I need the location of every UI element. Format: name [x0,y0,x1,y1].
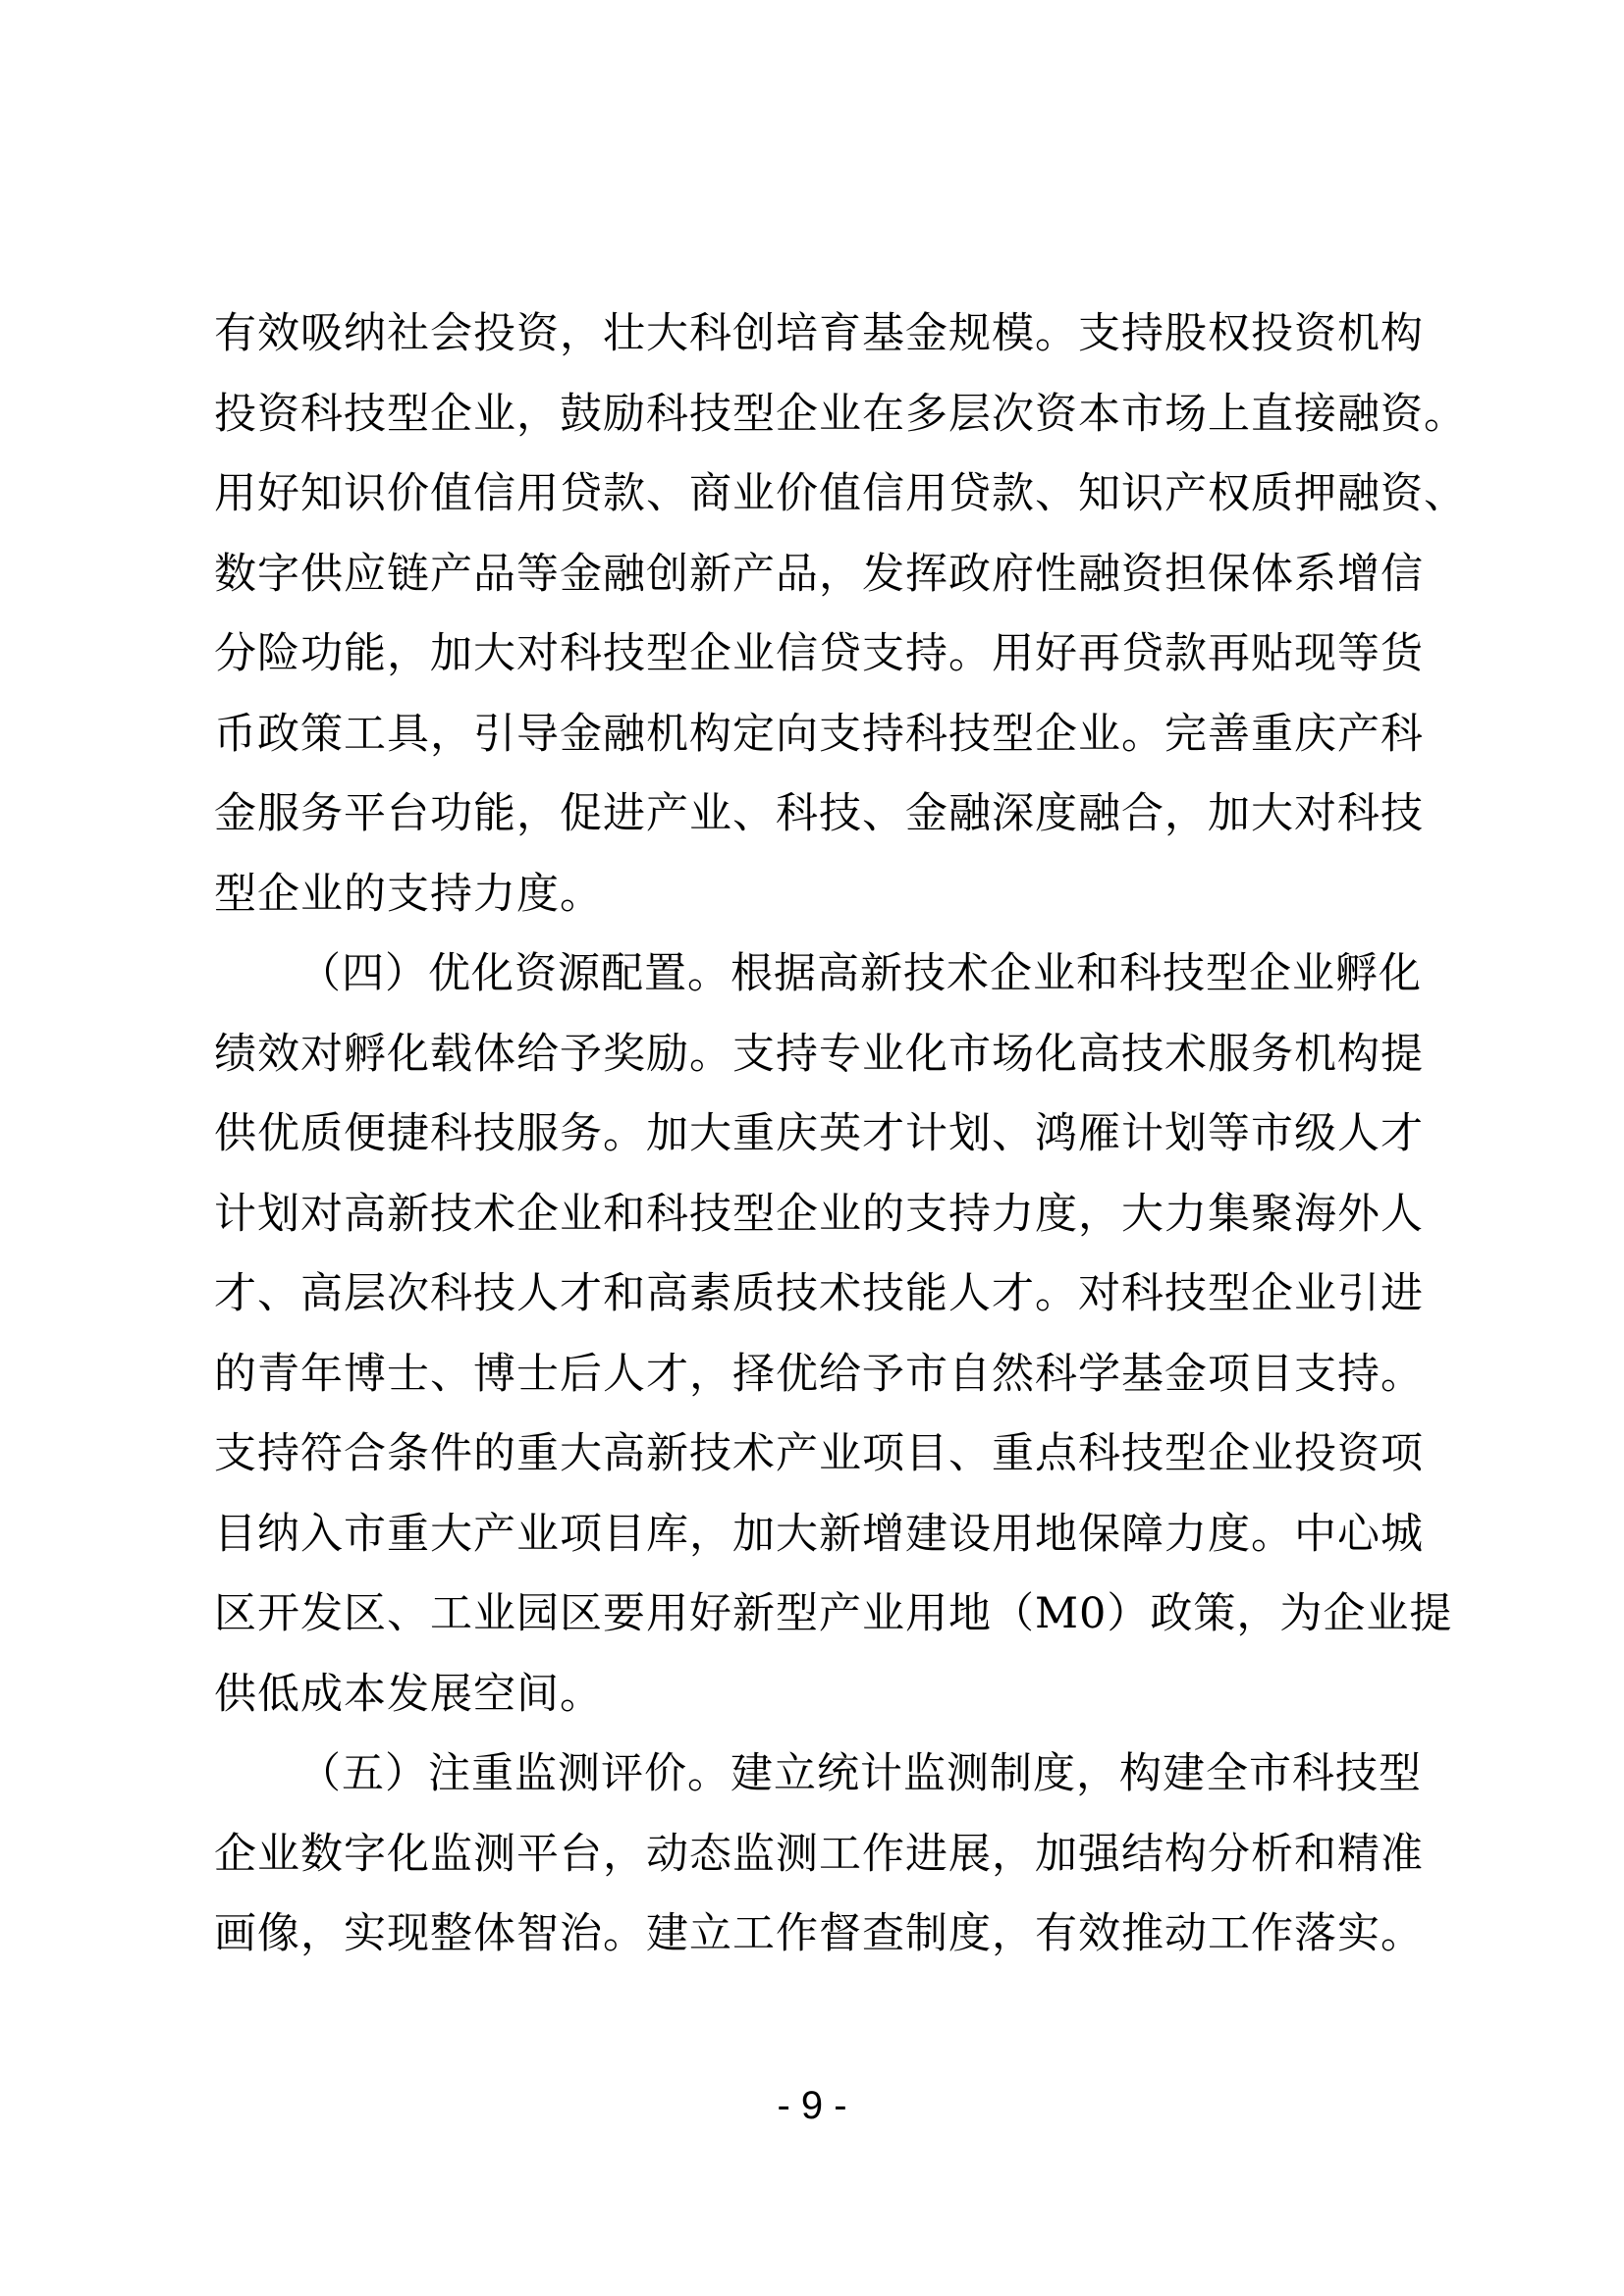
text-line: 区开发区、工业园区要用好新型产业用地（M0）政策，为企业提 [214,1589,1453,1638]
text-line: 数字供应链产品等金融创新产品，发挥政府性融资担保体系增信 [214,549,1424,599]
text-line: 画像，实现整体智治。建立工作督查制度，有效推动工作落实。 [214,1909,1424,1958]
text-line: 才、高层次科技人才和高素质技术技能人才。对科技型企业引进 [214,1269,1424,1318]
text-line: 支持符合条件的重大高新技术产业项目、重点科技型企业投资项 [214,1429,1424,1478]
paragraph-monitoring [214,1735,1422,1975]
text-line: 计划对高新技术企业和科技型企业的支持力度，大力集聚海外人 [214,1189,1424,1239]
text-line: 绩效对孵化载体给予奖励。支持专业化市场化高技术服务机构提 [214,1029,1424,1079]
text-line: 币政策工具，引导金融机构定向支持科技型企业。完善重庆产科 [214,709,1424,759]
paragraph-resource-allocation [214,934,1453,1735]
text-line [214,934,1422,1015]
text-line: 的青年博士、博士后人才，择优给予市自然科学基金项目支持。 [214,1349,1424,1399]
text-line: 供优质便捷科技服务。加大重庆英才计划、鸿雁计划等市级人才 [214,1109,1424,1158]
heading-rest: 建立统计监测制度，构建全市科技型 [731,1749,1422,1798]
text-line: 用好知识价值信用贷款、商业价值信用贷款、知识产权质押融资、 [214,469,1467,518]
text-line: 企业数字化监测平台，动态监测工作进展，加强结构分析和精准 [214,1829,1424,1879]
page-number: - 9 - [777,2084,847,2127]
text-line: 分险功能，加大对科技型企业信贷支持。用好再贷款再贴现等货 [214,629,1424,678]
section-heading: （五）注重监测评价。 [298,1749,731,1798]
paragraph-financing [214,294,1467,934]
text-line: 供低成本发展空间。 [214,1669,603,1719]
text-line: 金服务平台功能，促进产业、科技、金融深度融合，加大对科技 [214,789,1424,838]
text-line: 目纳入市重大产业项目库，加大新增建设用地保障力度。中心城 [214,1509,1424,1559]
text-line: 型企业的支持力度。 [214,869,603,919]
text-line: 有效吸纳社会投资，壮大科创培育基金规模。支持股权投资机构 [214,309,1424,358]
body-text [214,294,1467,1975]
text-line [214,1735,1422,1815]
heading-rest: 根据高新技术企业和科技型企业孵化 [731,949,1422,998]
section-heading: （四）优化资源配置。 [298,949,731,998]
text-line: 投资科技型企业，鼓励科技型企业在多层次资本市场上直接融资。 [214,389,1467,439]
